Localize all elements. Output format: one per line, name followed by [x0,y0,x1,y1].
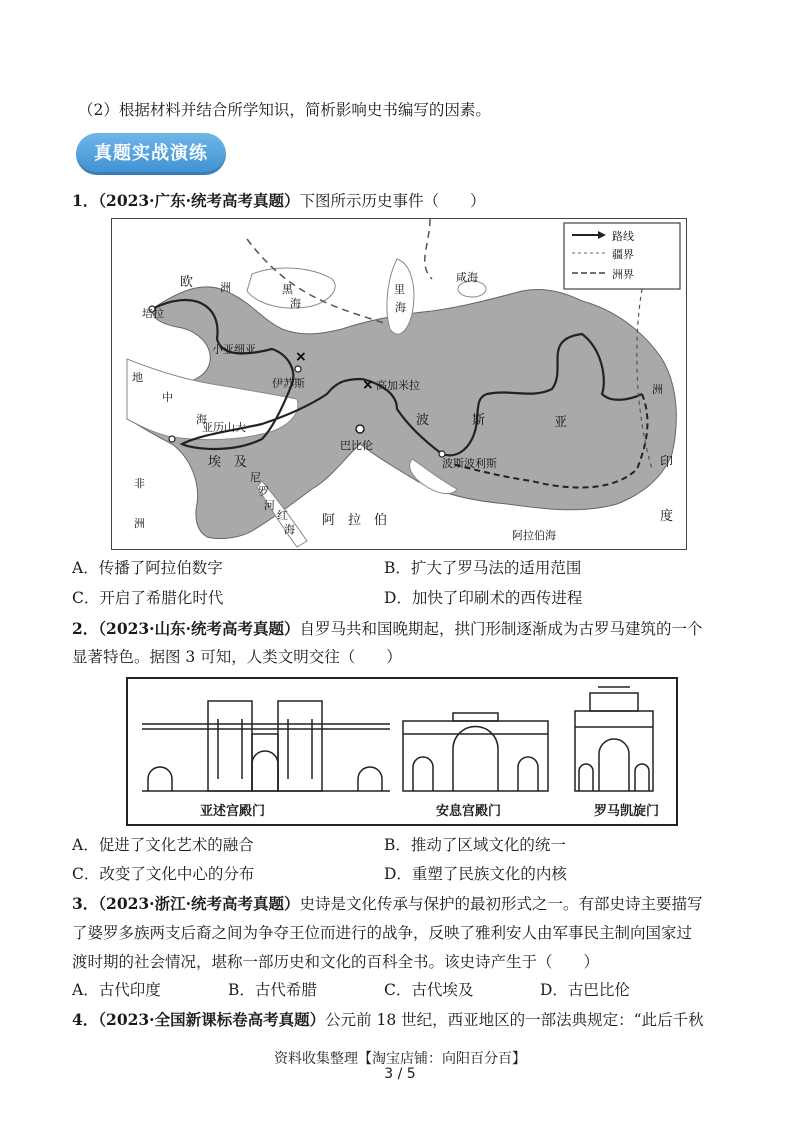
map-label: 洲 [220,281,231,294]
intro-question-line: （2）根据材料并结合所学知识，简析影响史书编写的因素。 [78,101,491,119]
option-b[interactable]: B．扩大了罗马法的适用范围 [384,559,582,577]
map-label: 印 [660,455,674,470]
question-source-tag: （2023·浙江·统考高考真题） [98,894,300,913]
option-d[interactable]: D．重塑了民族文化的内核 [384,865,567,883]
section-badge: 真题实战演练 [76,133,226,175]
map-label: 地 [132,371,143,384]
map-label: 波 [416,413,430,428]
option-b[interactable]: B．推动了区域文化的统一 [384,836,566,854]
map-label: 度 [660,509,674,524]
question-text: 公元前 18 世纪，西亚地区的一部法典规定：“此后千秋 [325,1011,704,1029]
alexander-campaign-map [111,218,687,550]
question-source-tag: （2023·全国新课标卷高考真题） [98,1010,326,1029]
question-source-tag: （2023·山东·统考高考真题） [98,619,300,638]
map-label: 咸海 [456,271,478,284]
question-3-stem-cont: 渡时期的社会情况，堪称一部历史和文化的百科全书。该史诗产生于（ ） [72,953,600,971]
map-label: 埃 [208,455,222,470]
question-3-stem-cont: 了婆罗多族两支后裔之间为争夺王位而进行的战争，反映了雅利安人由军事民主制向国家过 [72,924,693,942]
footer-source: 资料收集整理【淘宝店铺：向阳百分百】 [274,1051,526,1067]
map-label: 巴比伦 [340,439,373,452]
question-2-stem [72,618,703,640]
map-label: 亚 [554,415,568,430]
map-label: 阿 [322,513,336,528]
map-label: 及 [234,455,248,470]
question-3-stem [72,893,703,915]
map-label: 红 [277,509,288,522]
option-a[interactable]: A．古代印度 [72,981,161,999]
map-label: 中 [162,391,173,404]
map-label: 海 [196,413,207,426]
legend-border-label: 疆界 [612,248,634,261]
question-number: 1． [72,191,99,210]
legend-continent-label: 洲界 [612,268,634,281]
map-label: 尼 [250,471,261,484]
map-label: 伯 [374,513,388,528]
map-label: 河 [264,499,275,512]
map-label: 海 [290,297,301,310]
map-label: 拉 [348,513,362,528]
question-source-tag: （2023·广东·统考高考真题） [98,191,300,210]
map-label: 海 [395,301,406,314]
map-label: 洲 [652,383,663,396]
question-text: 下图所示历史事件（ ） [299,192,486,210]
option-d[interactable]: D．加快了印刷术的西传进程 [384,589,583,607]
question-number: 4． [72,1010,99,1029]
question-4-stem [72,1009,704,1031]
map-label: 欧 [180,275,194,290]
map-label: 波斯波利斯 [442,457,497,470]
map-label: 斯 [472,413,486,428]
question-number: 3． [72,894,99,913]
map-label: 里 [394,283,405,296]
map-label: 阿拉伯海 [512,529,556,542]
option-c[interactable]: C．古代埃及 [384,981,474,999]
option-d[interactable]: D．古巴比伦 [540,981,630,999]
option-c[interactable]: C．开启了希腊化时代 [72,589,224,607]
map-label: 海 [284,523,295,536]
page-number: 3 / 5 [384,1066,416,1082]
legend-route-label: 路线 [612,230,634,243]
map-label: 黑 [282,283,293,296]
option-a[interactable]: A．传播了阿拉伯数字 [72,559,223,577]
map-label: 洲 [134,517,145,530]
caption-assyrian-gate: 亚述宫殿门 [200,804,266,819]
question-2-stem-cont: 显著特色。据图 3 可知，人类文明交往（ ） [72,648,402,666]
question-number: 2． [72,619,99,638]
map-label: 罗 [258,485,269,498]
map-label: 亚历山大 [202,421,246,434]
caption-parthian-gate: 安息宫殿门 [436,804,502,819]
option-a[interactable]: A．促进了文化艺术的融合 [72,836,254,854]
question-text: 史诗是文化传承与保护的最初形式之一。有部史诗主要描写 [299,895,703,913]
svg-text:×: × [362,377,374,393]
map-label: 非 [134,477,145,490]
option-b[interactable]: B．古代希腊 [228,981,317,999]
option-c[interactable]: C．改变了文化中心的分布 [72,865,255,883]
map-label: 培拉 [142,307,164,320]
question-1-stem [72,190,486,212]
map-label: 高加米拉 [376,379,420,392]
map-label: 伊苏斯 [272,377,305,390]
caption-roman-arch: 罗马凯旋门 [594,804,660,819]
svg-text:×: × [295,349,307,365]
map-label: 小亚细亚 [212,343,256,356]
question-text: 自罗马共和国晚期起，拱门形制逐渐成为古罗马建筑的一个 [299,620,703,638]
